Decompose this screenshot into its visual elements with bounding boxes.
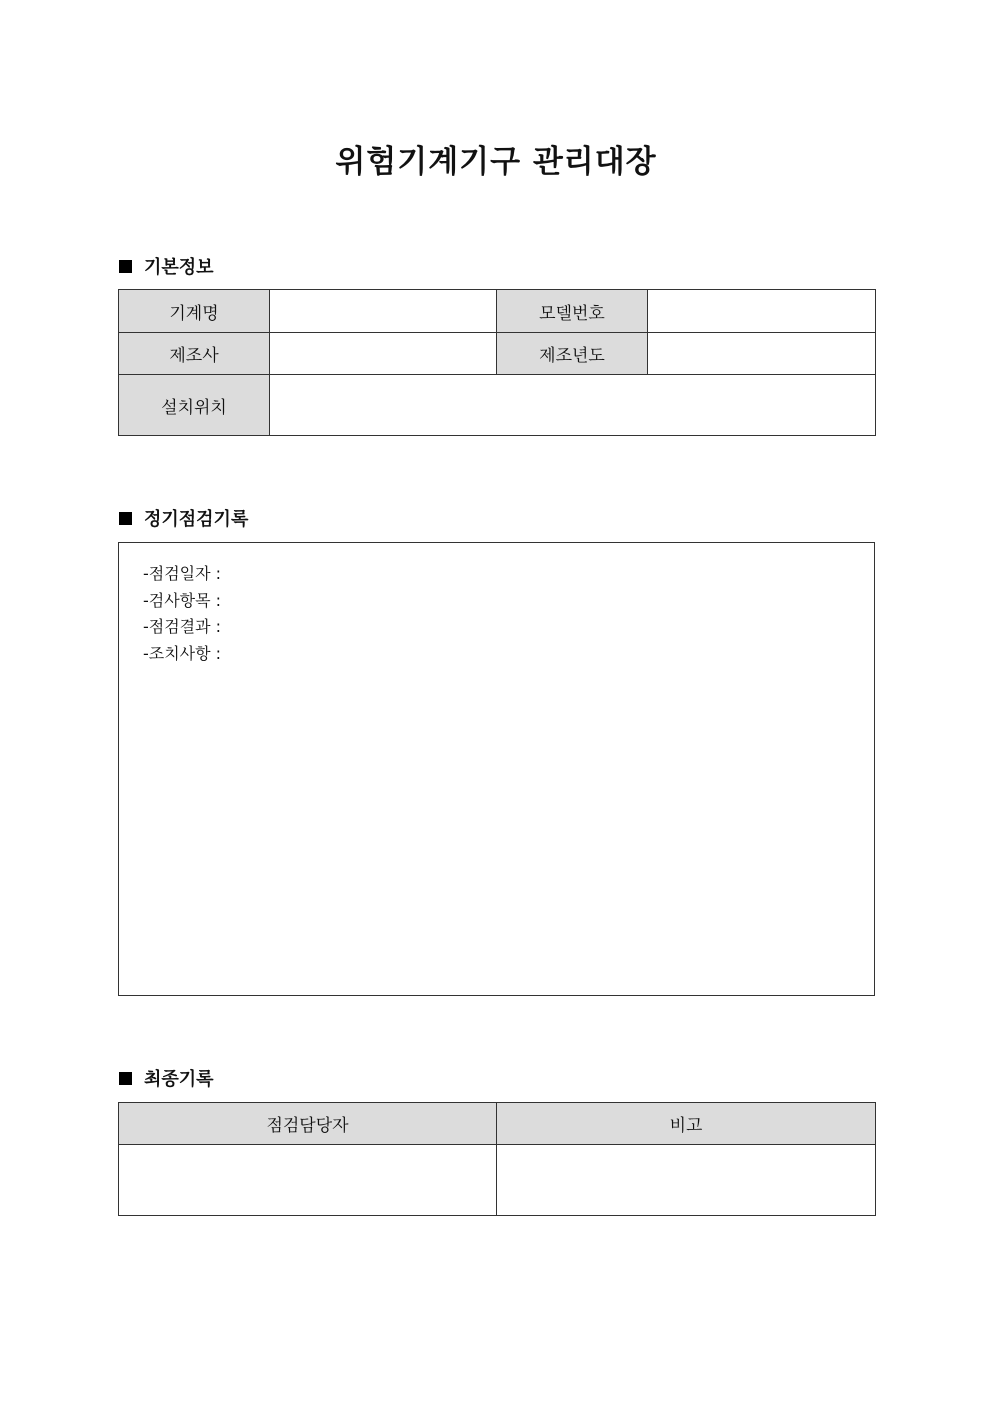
inspection-result-line: -점검결과 : [143, 617, 222, 636]
table-row [119, 333, 876, 375]
model-number-field[interactable] [648, 290, 876, 333]
section-heading-final [119, 1065, 214, 1091]
machine-name-field[interactable] [270, 290, 497, 333]
section-heading-inspection [119, 505, 248, 531]
section-heading-basic-info [119, 253, 214, 279]
table-row [119, 375, 876, 436]
inspection-date-line: -점검일자 : [143, 564, 222, 583]
remarks-header: 비고 [497, 1103, 876, 1145]
manufacturer-field[interactable] [270, 333, 497, 375]
model-number-label: 모델번호 [497, 290, 648, 333]
machine-name-label: 기계명 [119, 290, 270, 333]
basic-info-table [118, 289, 876, 436]
black-square-icon [119, 512, 132, 525]
section-heading-label: 최종기록 [144, 1069, 214, 1090]
table-row [119, 1145, 876, 1216]
remarks-field[interactable] [497, 1145, 876, 1216]
install-location-label: 설치위치 [119, 375, 270, 436]
table-row [119, 290, 876, 333]
corrective-action-line: -조치사항 : [143, 643, 222, 663]
final-record-table [118, 1102, 876, 1216]
inspector-header: 점검담당자 [119, 1103, 497, 1145]
inspection-record-list [143, 561, 221, 667]
manufacture-year-field[interactable] [648, 333, 876, 375]
section-heading-label: 정기점검기록 [144, 509, 249, 530]
manufacture-year-label: 제조년도 [497, 333, 648, 375]
manufacturer-label: 제조사 [119, 333, 270, 375]
inspection-record-box[interactable] [118, 542, 875, 996]
install-location-field[interactable] [270, 375, 876, 436]
black-square-icon [119, 1072, 132, 1085]
table-row [119, 1103, 876, 1145]
inspector-field[interactable] [119, 1145, 497, 1216]
inspection-items-line: -검사항목 : [143, 590, 222, 610]
page-title: 위험기계기구 관리대장 [335, 144, 657, 180]
black-square-icon [119, 260, 132, 273]
section-heading-label: 기본정보 [144, 257, 214, 278]
